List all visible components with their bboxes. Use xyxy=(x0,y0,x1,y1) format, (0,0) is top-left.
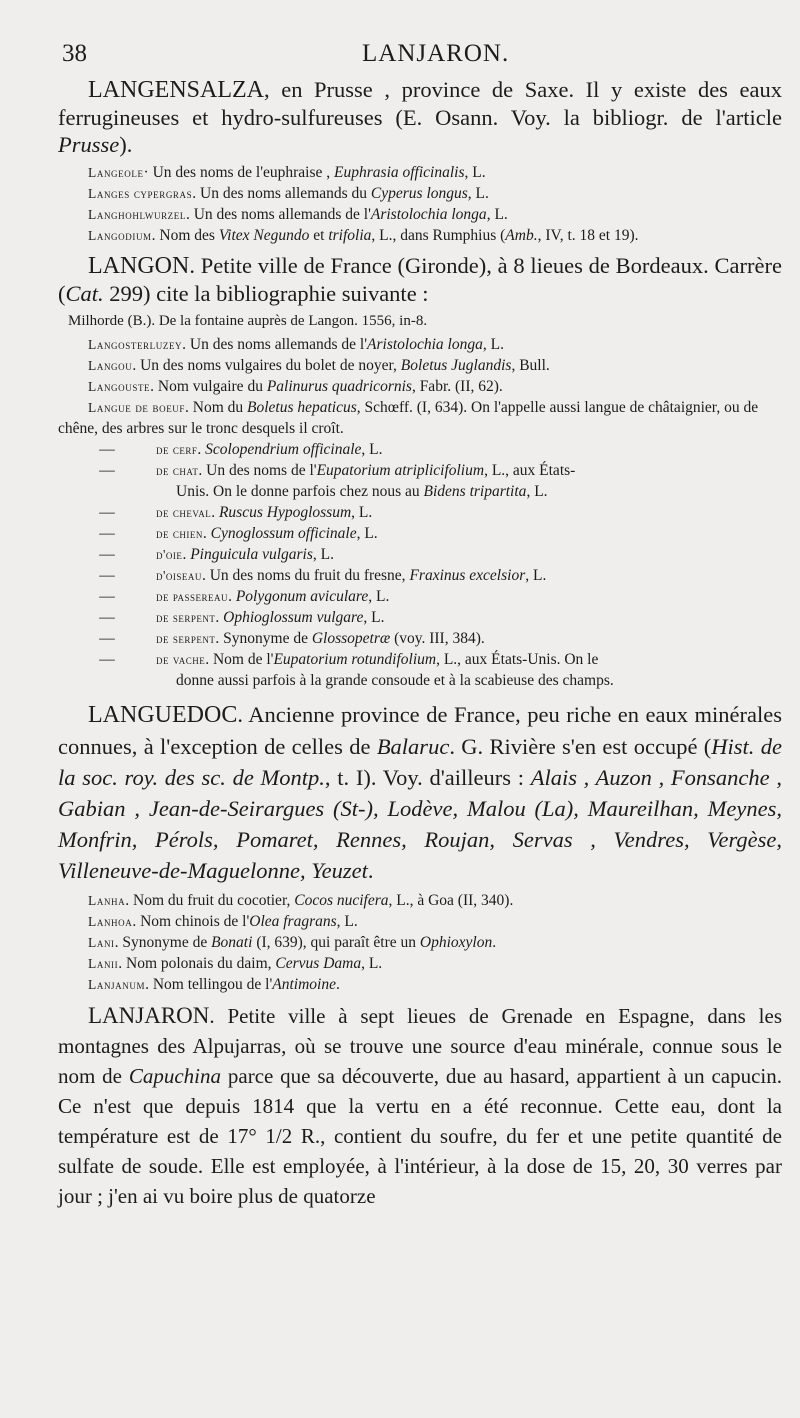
entry-text: , L. xyxy=(351,504,373,521)
latin-name: Boletus Juglandis xyxy=(400,357,512,374)
entry-head: de passereau xyxy=(156,589,229,604)
langue-subentry xyxy=(58,544,782,565)
subentry-dash: — xyxy=(99,630,115,647)
entry-text: , Bull. xyxy=(511,357,550,374)
entry-text: , L., à Goa (II, 340). xyxy=(388,892,514,909)
latin-name: Cynoglossum officinale xyxy=(210,525,357,542)
entry-lanhoa xyxy=(58,911,782,932)
entry-lanii xyxy=(58,953,782,974)
latin-name: Eupatorium rotundifolium xyxy=(273,651,437,668)
running-head: LANJARON. xyxy=(362,40,510,67)
entry-text: . Petite ville de France (Gironde), à 8 lieues de Bordeaux. Carrère ( xyxy=(58,253,782,306)
entry-head: LANGUEDOC xyxy=(88,702,238,728)
subentry-body xyxy=(156,502,782,523)
entry-text: . xyxy=(228,588,236,605)
latin-name: Fraxinus excelsior xyxy=(409,567,526,584)
entry-text: . Nom des xyxy=(151,227,219,244)
entry-text: parce que sa découverte, due au hasard, appartient à un capucin. Ce n'est que depuis 1814 que la vertu en a été reconnue. Cette eau, dont la température est de 17° 1/2 R., contient du soufre, du fer et une petite quantité de sulfate de soude. Elle est employée, à l'intérieur, à la dose de 15, 20, 30 verres par jour ; j'en ai vu boire plus de quatorze xyxy=(58,1064,783,1208)
subentry-body xyxy=(156,649,782,691)
entry-text: . Un des noms allemands de l' xyxy=(182,336,368,353)
entry-text: . Nom du fruit du cocotier, xyxy=(125,892,295,909)
entry-head: Langou xyxy=(88,358,133,373)
langue-subentry-list xyxy=(58,439,782,691)
latin-name: Palinurus quadricornis xyxy=(266,378,412,395)
latin-name: trifolia xyxy=(328,227,372,244)
entry-lanjaron xyxy=(58,1001,782,1211)
entry-text: . Nom polonais du daim, xyxy=(118,955,276,972)
entry-head: LANJARON xyxy=(88,1003,210,1028)
entry-text: , en Prusse , province de Saxe. Il y existe des eaux ferrugineuses et hydro-sulfureuses (E. Osann. Voy. la bibliogr. de l'article xyxy=(58,77,782,130)
subentry-dash: — xyxy=(99,441,115,458)
subentry-continuation xyxy=(156,670,782,691)
subentry-dash: — xyxy=(99,525,115,542)
entry-text: . xyxy=(215,609,224,626)
entry-head: d'oie xyxy=(156,547,183,562)
entry-text: , Schœff. (I, 634). On l'appelle aussi langue de châtaignier, ou de chêne, des arbres sur le tronc desquels il croît. xyxy=(58,399,759,437)
latin-name: Scolopendrium officinale xyxy=(205,441,362,458)
latin-name: Boletus hepaticus xyxy=(247,399,357,416)
entry-text: . Un des noms du fruit du fresne, xyxy=(201,567,410,584)
entry-text: . Ancienne province de France, peu riche en eaux minérales connues, à l'exception de celles de xyxy=(58,702,782,759)
entry-text: Unis. On le donne parfois chez nous au xyxy=(176,483,424,500)
entry-text: , L. xyxy=(486,206,508,223)
entry-text: . Un des noms vulgaires du bolet de noyer, xyxy=(132,357,401,374)
entry-head: de serpent xyxy=(156,631,216,646)
latin-name: Pinguicula vulgaris xyxy=(190,546,313,563)
latin-name: Olea fragrans xyxy=(249,913,337,930)
entry-text: , L. xyxy=(363,609,385,626)
subentry-body xyxy=(156,628,782,649)
subentry-body xyxy=(156,565,782,586)
page-header xyxy=(62,40,760,70)
langue-subentry xyxy=(58,586,782,607)
subentry-body xyxy=(156,607,782,628)
entry-text: . Petite ville à sept lieues de Grenade en Espagne, dans les montagnes des Alpujarras, où se trouve une source d'eau minérale, connue sous le nom de xyxy=(58,1004,782,1088)
subentry-dash: — xyxy=(99,609,115,626)
entry-head: de vache xyxy=(156,652,206,667)
entry-text: . Synonyme de xyxy=(114,934,212,951)
entry-head: de cerf xyxy=(156,442,198,457)
entry-langodium xyxy=(58,225,782,246)
entry-head: de cheval xyxy=(156,505,212,520)
subentry-body xyxy=(156,439,782,460)
entry-text: , IV, t. 18 et 19). xyxy=(537,227,639,244)
bibliography-reference: Milhorde (B.). De la fontaine auprès de Langon. 1556, in-8. xyxy=(68,313,428,329)
subentry-body xyxy=(156,586,782,607)
entry-text: . xyxy=(336,976,340,993)
subentry-body xyxy=(156,544,782,565)
entry-text: . Nom chinois de l' xyxy=(132,913,250,930)
entry-text: , L. xyxy=(361,441,383,458)
subentry-dash: — xyxy=(99,567,115,584)
entry-langouste xyxy=(58,376,782,397)
entry-lanjanum xyxy=(58,974,782,995)
entry-langon xyxy=(58,252,782,307)
entry-text: 299) cite la bibliographie suivante : xyxy=(103,281,429,306)
entry-head: Lanha xyxy=(88,893,126,908)
entry-text: . xyxy=(182,546,191,563)
entry-head: d'oiseau xyxy=(156,568,202,583)
entry-italic: Prusse xyxy=(58,132,120,157)
entry-text: , L. xyxy=(464,164,486,181)
entry-head: Langhohlwurzel xyxy=(88,207,186,222)
entry-head: Langodium xyxy=(88,228,152,243)
latin-name: Glossopetræ xyxy=(311,630,391,647)
entry-text: . xyxy=(197,441,206,458)
entry-text: . Un des noms de l' xyxy=(198,462,317,479)
entry-head: LANGENSALZA xyxy=(88,77,264,103)
entry-text: , L. xyxy=(312,546,334,563)
entry-text: ). xyxy=(119,132,133,157)
place-name: Balaruc xyxy=(376,734,450,759)
latin-name: Ophioglossum vulgare xyxy=(223,609,364,626)
entry-head: Lanjanum xyxy=(88,977,146,992)
entry-head: Langosterluzey xyxy=(88,337,183,352)
reference-italic: Hist. de la soc. roy. des sc. de Montp. xyxy=(58,734,783,790)
langue-subentry xyxy=(58,523,782,544)
entry-langosterluzey xyxy=(58,334,782,355)
entry-text: , L. xyxy=(526,483,548,500)
entry-text: , Fabr. (II, 62). xyxy=(411,378,503,395)
latin-name: Ruscus Hypoglossum xyxy=(218,504,352,521)
entry-head: LANGON xyxy=(88,253,190,279)
entry-head: Lani xyxy=(88,935,115,950)
entry-text: , t. I). Voy. d'ailleurs : xyxy=(324,765,531,790)
entry-head: Lanhoa xyxy=(88,914,133,929)
latin-name: Bonati xyxy=(211,934,253,951)
entry-text: , L. xyxy=(525,567,547,584)
subentry-dash: — xyxy=(99,546,115,563)
latin-name: Aristolochia longa xyxy=(367,336,483,353)
latin-name: Aristolochia longa xyxy=(370,206,487,223)
subentry-body xyxy=(156,523,782,544)
latin-name: Vitex Negundo xyxy=(218,227,310,244)
entry-text: , L. xyxy=(356,525,378,542)
entry-langensalza xyxy=(58,76,782,158)
entry-text: et xyxy=(309,227,329,244)
entry-text: , L. xyxy=(467,185,489,202)
subentry-continuation xyxy=(156,481,782,502)
latin-name: Cervus Dama xyxy=(275,955,362,972)
entry-text: , L., aux États-Unis. On le xyxy=(436,651,599,668)
entry-langue-de-boeuf xyxy=(58,397,782,439)
langue-subentry xyxy=(58,607,782,628)
entry-head: de chat xyxy=(156,463,199,478)
entry-text: . Nom de l' xyxy=(205,651,274,668)
entry-langou xyxy=(58,355,782,376)
latin-name: Cocos nucifera xyxy=(294,892,389,909)
langue-subentry xyxy=(58,502,782,523)
entry-text: . xyxy=(202,525,211,542)
langue-subentry xyxy=(58,565,782,586)
latin-name: Eupatorium atriplicifolium xyxy=(316,462,485,479)
entry-text: . Nom du xyxy=(185,399,247,416)
langue-subentry xyxy=(58,460,782,502)
subentry-dash: — xyxy=(99,462,115,479)
langue-subentry xyxy=(58,649,782,691)
reference-italic: Amb. xyxy=(505,227,538,244)
latin-name: Cyperus longus xyxy=(370,185,468,202)
langue-subentry xyxy=(58,628,782,649)
entry-langes-cypergras xyxy=(58,183,782,204)
entry-text: , L. xyxy=(368,588,390,605)
entry-text: . Un des noms allemands du xyxy=(192,185,371,202)
entry-head: Langouste xyxy=(88,379,151,394)
entry-italic: Cat. xyxy=(65,281,104,306)
subentry-dash: — xyxy=(99,504,115,521)
entry-text: (I, 639), qui paraît être un xyxy=(252,934,420,951)
subentry-dash: — xyxy=(99,651,115,668)
latin-name: Bidens tripartita xyxy=(423,483,527,500)
latin-name: Ophioxylon xyxy=(419,934,493,951)
entry-text: . xyxy=(492,934,497,951)
entry-text: donne aussi parfois à la grande consoude et à la scabieuse des champs. xyxy=(176,672,614,689)
langue-subentry xyxy=(58,439,782,460)
entry-text: . G. Rivière s'en est occupé ( xyxy=(449,734,712,759)
latin-name: Antimoine xyxy=(272,976,336,993)
entry-text: (voy. III, 384). xyxy=(390,630,485,647)
entry-text: , L. xyxy=(361,955,383,972)
entry-text: , L., dans Rumphius ( xyxy=(371,227,506,244)
entry-text: . Nom vulgaire du xyxy=(150,378,267,395)
entry-head: de chien xyxy=(156,526,203,541)
subentry-dash: — xyxy=(99,588,115,605)
subentry-body xyxy=(156,460,782,502)
entry-text: . Synonyme de xyxy=(215,630,312,647)
place-list: Alais , Auzon , Fonsanche , Gabian , Jean-de-Seirargues (St-), Lodève, Malou (La), Maureilhan, Meynes, Monfrin, Pérols, Pomaret, Rennes, Roujan, Servas , Vendres, Vergèse, Villeneuve-de-Maguelonne, Yeuzet xyxy=(58,765,782,883)
entry-text: . Nom tellingou de l' xyxy=(145,976,273,993)
entry-head: Langeole xyxy=(88,165,144,180)
entry-text: , L. xyxy=(482,336,504,353)
latin-name: Polygonum aviculare xyxy=(235,588,369,605)
latin-name: Euphrasia officinalis xyxy=(334,164,465,181)
entry-text: , L., aux États- xyxy=(484,462,576,479)
page-number: 38 xyxy=(62,40,87,67)
entry-text: · Un des noms de l'euphraise , xyxy=(143,164,335,181)
entry-lani xyxy=(58,932,782,953)
entry-head: de serpent xyxy=(156,610,216,625)
entry-head: Langue de boeuf xyxy=(88,400,185,415)
entry-text: . Un des noms allemands de l' xyxy=(185,206,371,223)
entry-head: Langes cypergras xyxy=(88,186,193,201)
entry-lanha xyxy=(58,890,782,911)
entry-langhohlwurzel xyxy=(58,204,782,225)
entry-text: , L. xyxy=(336,913,358,930)
entry-text: . xyxy=(211,504,219,521)
entry-italic: Capuchina xyxy=(128,1064,222,1088)
entry-text: . xyxy=(367,858,374,883)
entry-languedoc xyxy=(58,699,782,886)
entry-head: Lanii xyxy=(88,956,119,971)
page-content xyxy=(58,72,782,1232)
entry-langeole xyxy=(58,162,782,183)
